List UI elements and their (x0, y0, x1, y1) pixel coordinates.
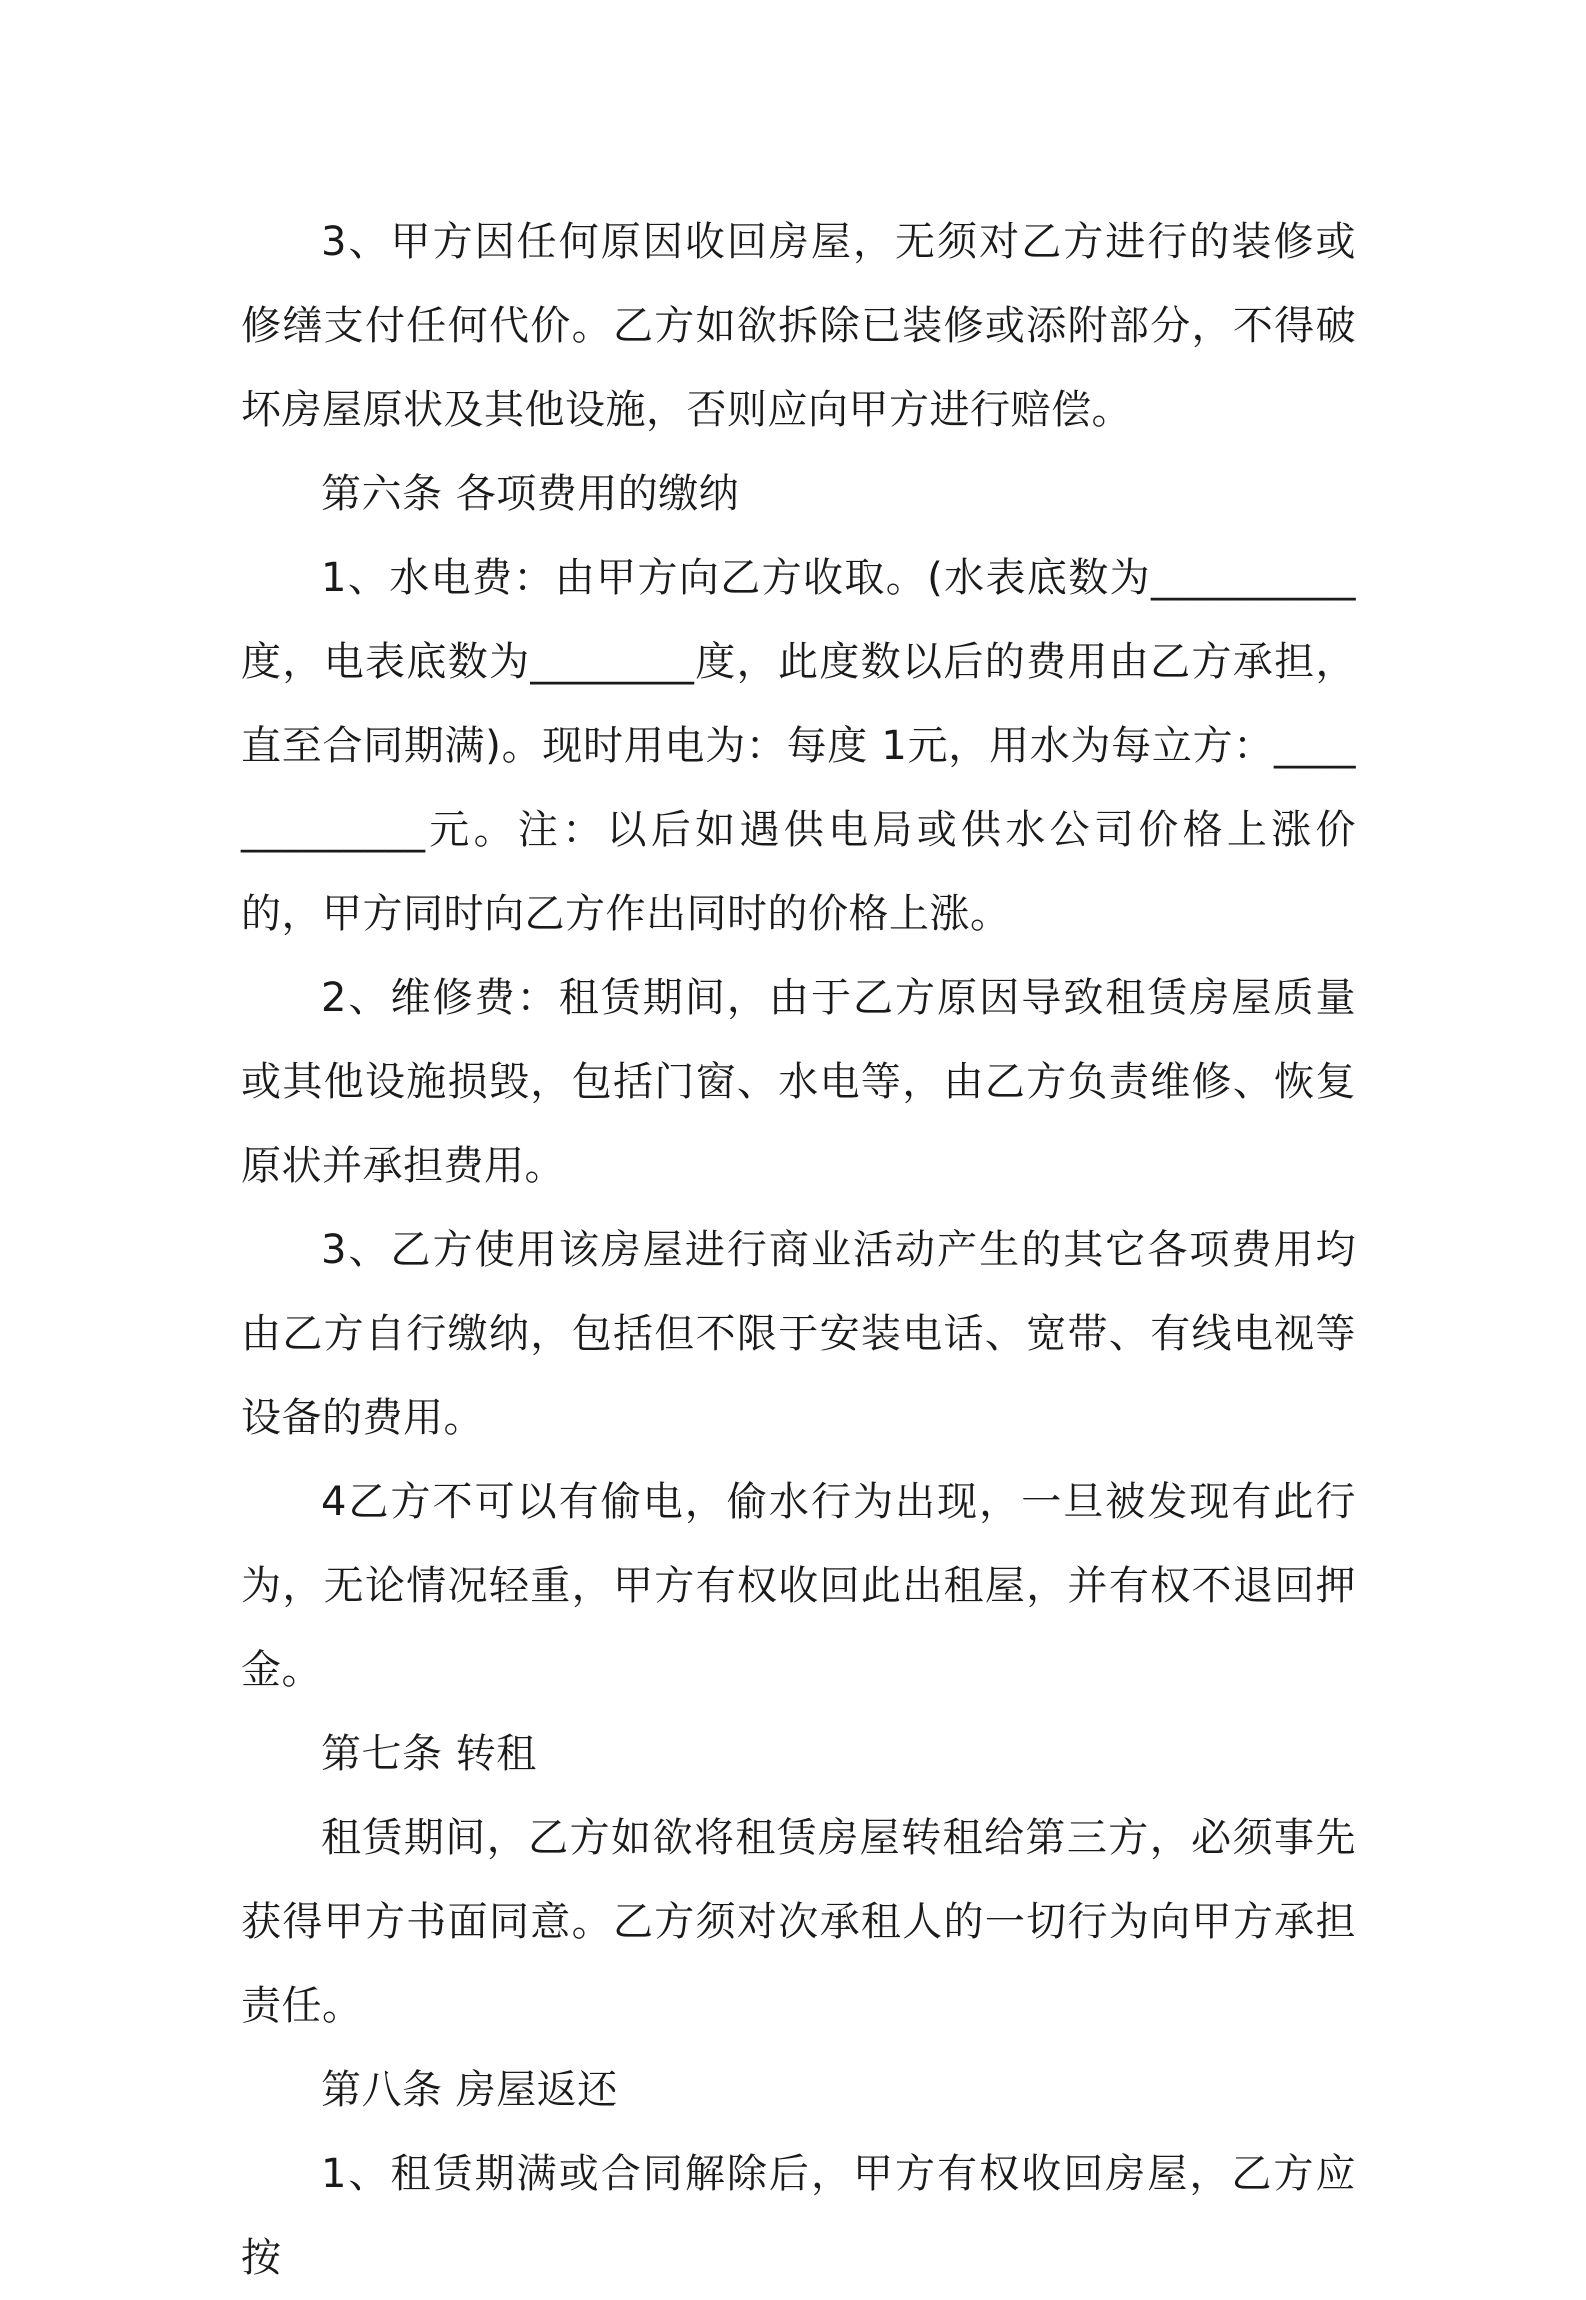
article-6-item-4: 4乙方不可以有偷电，偷水行为出现，一旦被发现有此行为，无论情况轻重，甲方有权收回此出租屋，并有权不退回押金。 (241, 1479, 1356, 1693)
article-6-heading: 第六条 各项费用的缴纳 (321, 471, 740, 517)
article-6-item-1: 1、水电费：由甲方向乙方收取。(水表底数为__________度，电表底数为________度，此度数以后的费用由乙方承担，直至合同期满)。现时用电为：每度 1元，用水为每立方：_____________元。注：以后如遇供电局或供水公司价格上涨价的，甲方同时向乙方作出同时的价格上涨。 (241, 555, 1356, 937)
article-8-item-1: 1、租赁期满或合同解除后，甲方有权收回房屋，乙方应按 (241, 2151, 1356, 2281)
article-6-item-2: 2、维修费：租赁期间，由于乙方原因导致租赁房屋质量或其他设施损毁，包括门窗、水电等，由乙方负责维修、恢复原状并承担费用。 (241, 975, 1356, 1189)
article-6-item-3: 3、乙方使用该房屋进行商业活动产生的其它各项费用均由乙方自行缴纳，包括但不限于安装电话、宽带、有线电视等设备的费用。 (241, 1227, 1356, 1441)
article-7-body: 租赁期间，乙方如欲将租赁房屋转租给第三方，必须事先获得甲方书面同意。乙方须对次承租人的一切行为向甲方承担责任。 (241, 1815, 1356, 2029)
document-body (241, 200, 1356, 2300)
article-8-heading: 第八条 房屋返还 (321, 2067, 618, 2113)
clause-5-item-3: 3、甲方因任何原因收回房屋，无须对乙方进行的装修或修缮支付任何代价。乙方如欲拆除已装修或添附部分，不得破坏房屋原状及其他设施，否则应向甲方进行赔偿。 (241, 219, 1356, 433)
article-7-heading: 第七条 转租 (321, 1731, 537, 1777)
